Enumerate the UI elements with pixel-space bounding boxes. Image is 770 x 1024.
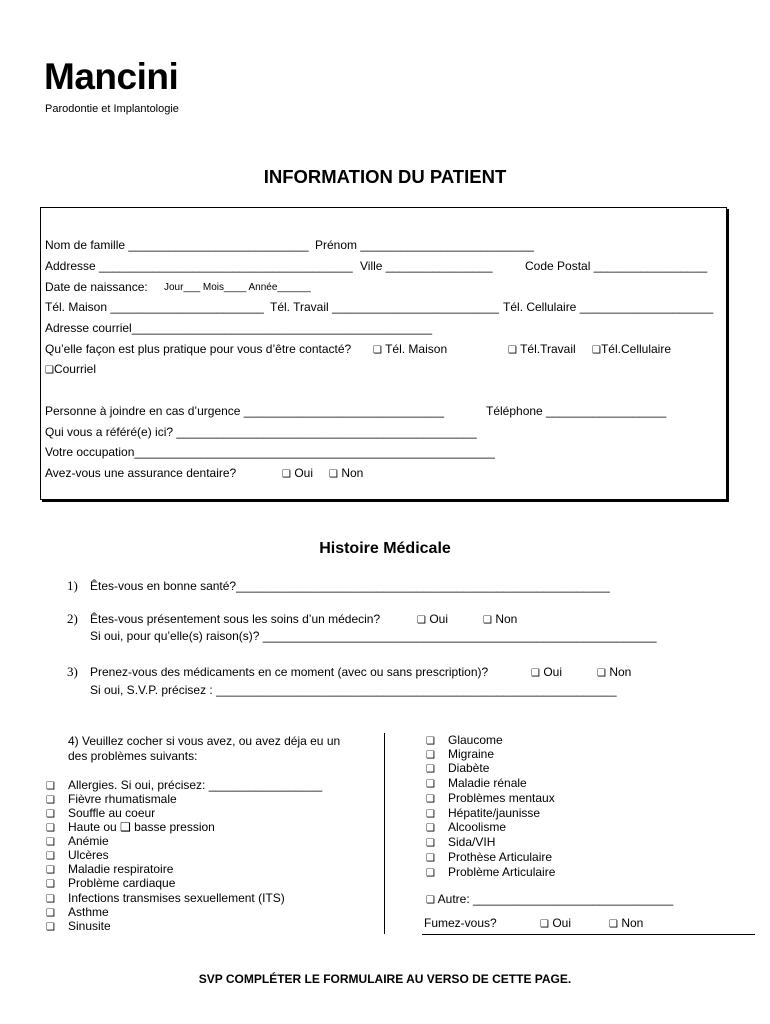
smoking-no[interactable] — [609, 916, 643, 930]
contact-option-cell-label: Tél.Cellulaire — [600, 342, 671, 356]
smoking-no-label: Non — [621, 916, 644, 930]
condition-label: Problème Articulaire — [448, 865, 556, 879]
condition-label: Glaucome — [448, 733, 503, 747]
medication-no-label: Non — [609, 665, 632, 679]
checkbox-icon[interactable]: ❑ — [46, 908, 55, 919]
contact-option-home-label: Tél. Maison — [385, 342, 448, 356]
address-field[interactable]: Addresse ______________________________________ — [45, 259, 353, 273]
condition-item[interactable] — [426, 791, 555, 807]
checkbox-icon[interactable]: ❑ — [46, 823, 55, 834]
brand-name: Mancini — [44, 56, 179, 97]
condition-item[interactable] — [46, 876, 175, 892]
checkbox-icon[interactable]: ❑ — [508, 345, 517, 356]
insurance-no-label: Non — [341, 466, 364, 480]
column-divider — [384, 733, 385, 934]
condition-label: Hépatite/jaunisse — [448, 806, 541, 820]
checkbox-icon[interactable]: ❑ — [329, 469, 338, 480]
last-name-field[interactable]: Nom de famille ___________________________ — [45, 238, 309, 252]
condition-item[interactable] — [426, 850, 552, 866]
condition-label: Maladie respiratoire — [68, 862, 174, 876]
question-good-health[interactable]: Êtes-vous en bonne santé?________________________________________________________ — [90, 579, 610, 593]
checkbox-icon[interactable]: ❑ — [483, 615, 492, 626]
condition-label: Asthme — [68, 905, 109, 919]
question-conditions-intro-2: des problèmes suivants: — [68, 749, 198, 763]
checkbox-icon[interactable]: ❑ — [426, 764, 435, 775]
insurance-yes[interactable] — [282, 466, 313, 480]
work-phone-field[interactable]: Tél. Travail _________________________ — [270, 300, 499, 314]
question-medication: Prenez-vous des médicaments en ce moment (avec ou sans prescription)? — [90, 665, 489, 679]
checkbox-icon[interactable]: ❑ — [426, 853, 435, 864]
checkbox-icon[interactable]: ❑ — [45, 365, 54, 376]
condition-label: Fièvre rhumatismale — [68, 792, 177, 806]
cell-phone-field[interactable]: Tél. Cellulaire ____________________ — [503, 300, 714, 314]
checkbox-icon[interactable]: ❑ — [426, 736, 435, 747]
checkbox-icon[interactable]: ❑ — [540, 919, 549, 930]
postal-code-field[interactable]: Code Postal _________________ — [525, 259, 708, 273]
condition-label: Ulcères — [68, 848, 109, 862]
condition-label: Sida/VIH — [448, 835, 496, 849]
section-divider — [422, 934, 755, 935]
doctor-care-no[interactable] — [483, 612, 517, 626]
condition-label: Haute ou ❑ basse pression — [68, 820, 215, 834]
contact-question: Qu’elle façon est plus pratique pour vous d’être contacté? — [45, 342, 352, 356]
insurance-question: Avez-vous une assurance dentaire? — [45, 466, 237, 480]
checkbox-icon[interactable]: ❑ — [609, 919, 618, 930]
checkbox-icon[interactable]: ❑ — [426, 794, 435, 805]
referred-by-field[interactable]: Qui vous a référé(e) ici? _____________________________________________ — [45, 425, 477, 439]
condition-item[interactable] — [426, 835, 495, 851]
brand-subtitle: Parodontie et Implantologie — [45, 103, 179, 115]
condition-item[interactable] — [46, 919, 111, 935]
form-title: INFORMATION DU PATIENT — [263, 166, 507, 187]
checkbox-icon[interactable]: ❑ — [426, 838, 435, 849]
condition-label: Maladie rénale — [448, 776, 527, 790]
question-number: 1) — [67, 578, 78, 593]
question-number: 3) — [67, 664, 78, 679]
other-condition-field[interactable] — [426, 892, 673, 906]
contact-option-home[interactable] — [373, 342, 447, 356]
contact-option-email[interactable] — [45, 362, 96, 376]
contact-option-work-label: Tél.Travail — [520, 342, 576, 356]
condition-label: Sinusite — [68, 919, 111, 933]
condition-item[interactable] — [426, 761, 489, 777]
condition-label: Infections transmises sexuellement (ITS) — [68, 891, 285, 905]
checkbox-icon[interactable]: ❑ — [373, 345, 382, 356]
condition-item[interactable] — [426, 820, 506, 836]
checkbox-icon[interactable]: ❑ — [426, 750, 435, 761]
checkbox-icon[interactable]: ❑ — [426, 823, 435, 834]
birthdate-label: Date de naissance: — [45, 280, 148, 294]
first-name-field[interactable]: Prénom __________________________ — [315, 238, 534, 252]
condition-label: Alcoolisme — [448, 820, 507, 834]
email-field[interactable]: Adresse courriel_____________________________________________ — [45, 321, 433, 335]
medication-yes[interactable] — [531, 665, 562, 679]
other-condition-label: Autre: ______________________________ — [437, 892, 674, 906]
condition-item[interactable] — [426, 776, 527, 792]
medical-history-title: Histoire Médicale — [319, 540, 451, 557]
checkbox-icon[interactable]: ❑ — [426, 895, 435, 906]
condition-label: Problèmes mentaux — [448, 791, 555, 805]
checkbox-icon[interactable]: ❑ — [46, 922, 55, 933]
question-conditions-intro: 4) Veuillez cocher si vous avez, ou avez déja eu un — [68, 734, 341, 748]
emergency-phone-field[interactable]: Téléphone __________________ — [486, 404, 667, 418]
contact-option-work[interactable] — [508, 342, 576, 356]
medication-details-field[interactable]: Si oui, S.V.P. précisez : ____________________________________________________________ — [90, 683, 617, 697]
city-field[interactable]: Ville ________________ — [360, 259, 493, 273]
checkbox-icon[interactable]: ❑ — [597, 668, 606, 679]
doctor-care-no-label: Non — [495, 612, 518, 626]
contact-option-cell[interactable] — [592, 342, 671, 356]
birthdate-field[interactable]: Jour___ Mois____ Année______ — [164, 282, 311, 293]
medication-no[interactable] — [597, 665, 631, 679]
insurance-no[interactable] — [329, 466, 363, 480]
condition-label: Allergies. Si oui, précisez: _________________ — [68, 778, 323, 792]
smoking-question: Fumez-vous? — [424, 916, 497, 930]
checkbox-icon[interactable]: ❑ — [46, 879, 55, 890]
checkbox-icon[interactable]: ❑ — [417, 615, 426, 626]
condition-label: Problème cardiaque — [68, 876, 176, 890]
checkbox-icon[interactable]: ❑ — [46, 795, 55, 806]
checkbox-icon[interactable]: ❑ — [46, 781, 55, 792]
contact-option-email-label: Courriel — [53, 362, 96, 376]
question-doctor-care: Êtes-vous présentement sous les soins d’un médecin? — [90, 612, 381, 626]
checkbox-icon[interactable]: ❑ — [426, 809, 435, 820]
checkbox-icon[interactable]: ❑ — [592, 345, 601, 356]
checkbox-icon[interactable]: ❑ — [531, 668, 540, 679]
question-number: 2) — [67, 611, 78, 626]
checkbox-icon[interactable]: ❑ — [282, 469, 291, 480]
condition-item[interactable] — [426, 865, 555, 881]
condition-label: Migraine — [448, 747, 495, 761]
condition-label: Souffle au coeur — [68, 806, 156, 820]
footer-note: SVP COMPLÉTER LE FORMULAIRE AU VERSO DE CETTE PAGE. — [198, 972, 572, 986]
checkbox-icon[interactable]: ❑ — [426, 868, 435, 879]
doctor-care-reason-field[interactable]: Si oui, pour qu’elle(s) raison(s)? ___________________________________________________________ — [90, 629, 657, 643]
medication-yes-label: Oui — [543, 665, 562, 679]
checkbox-icon[interactable]: ❑ — [426, 779, 435, 790]
checkbox-icon[interactable]: ❑ — [46, 894, 55, 905]
insurance-yes-label: Oui — [294, 466, 313, 480]
doctor-care-yes[interactable] — [417, 612, 448, 626]
condition-label: Anémie — [68, 834, 109, 848]
checkbox-icon[interactable]: ❑ — [46, 809, 55, 820]
smoking-yes-label: Oui — [552, 916, 571, 930]
condition-label: Prothèse Articulaire — [448, 850, 553, 864]
doctor-care-yes-label: Oui — [429, 612, 448, 626]
home-phone-field[interactable]: Tél. Maison _______________________ — [45, 300, 264, 314]
checkbox-icon[interactable]: ❑ — [46, 837, 55, 848]
condition-label: Diabète — [448, 761, 490, 775]
occupation-field[interactable]: Votre occupation______________________________________________________ — [45, 445, 495, 459]
emergency-contact-field[interactable]: Personne à joindre en cas d’urgence ______________________________ — [45, 404, 445, 418]
smoking-yes[interactable] — [540, 916, 571, 930]
checkbox-icon[interactable]: ❑ — [46, 851, 55, 862]
checkbox-icon[interactable]: ❑ — [46, 865, 55, 876]
